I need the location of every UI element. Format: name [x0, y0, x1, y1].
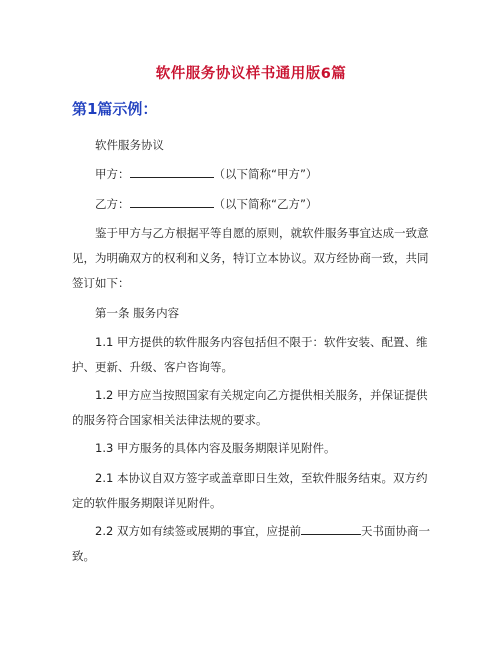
- party-b-blank: [130, 195, 214, 208]
- party-b-prefix: 乙方：: [95, 197, 130, 211]
- clause-2-1: 2.1 本协议自双方签字或盖章即日生效，至软件服务结束。双方约定的软件服务期限详见附件。: [72, 471, 428, 510]
- party-a-blank: [130, 165, 214, 178]
- document-title: 软件服务协议样书通用版6篇: [155, 66, 347, 82]
- party-b-line: [72, 192, 432, 217]
- party-a-suffix: （以下简称“甲方”）: [213, 167, 318, 181]
- clause-1-1: 1.1 甲方提供的软件服务内容包括但不限于：软件安装、配置、维护、更新、升级、客户咨询等。: [72, 335, 428, 374]
- clause-2-2: [72, 519, 432, 569]
- clause-1-2: 1.2 甲方应当按照国家有关规定向乙方提供相关服务，并保证提供的服务符合国家相关法律法规的要求。: [72, 388, 428, 427]
- clause-1-3: 1.3 甲方服务的具体内容及服务期限详见附件。: [95, 441, 336, 455]
- clause-2-2-blank: [301, 522, 361, 535]
- section-heading: 第1篇示例：: [72, 100, 158, 118]
- agreement-name: [72, 133, 432, 158]
- party-b-suffix: （以下简称“乙方”）: [213, 197, 318, 211]
- clause-2-2-prefix: 2.2 双方如有续签或展期的事宜，应提前: [95, 524, 301, 538]
- article-1-heading: 第一条 服务内容: [95, 306, 180, 320]
- clause-2-2-suffix: 天书面协商一致。: [72, 524, 430, 563]
- preamble-paragraph: 鉴于甲方与乙方根据平等自愿的原则，就软件服务事宜达成一致意见，为明确双方的权利和义务，特订立本协议。双方经协商一致，共同签订如下：: [72, 226, 429, 290]
- agreement-name-text: 软件服务协议: [95, 138, 164, 152]
- party-a-prefix: 甲方：: [95, 167, 130, 181]
- party-a-line: [72, 162, 432, 187]
